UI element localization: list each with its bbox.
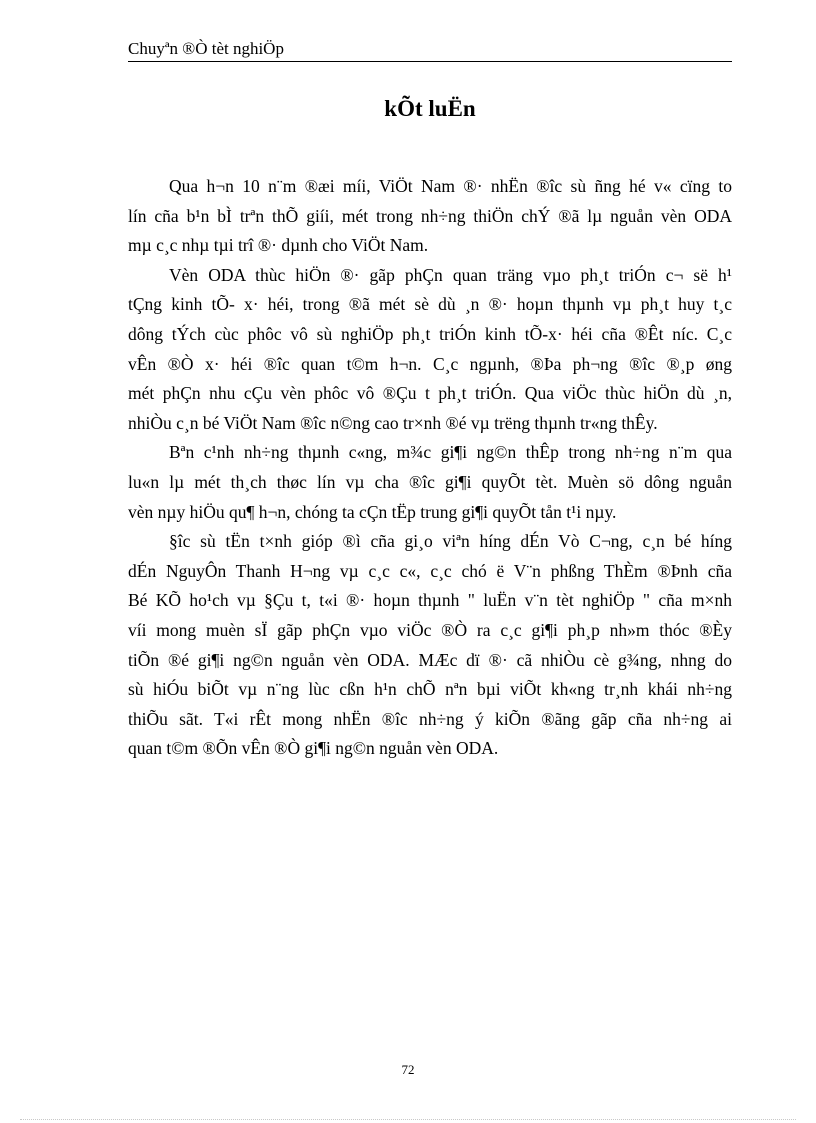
text-line: Vèn ODA thùc hiÖn ®· gãp phÇn quan träng vµo ph¸t triÓn c¬ së h¹ (169, 264, 732, 285)
text-line: dÉn NguyÔn Thanh H¬ng vµ c¸c c«, c¸c chó ë V¨n phßng ThÈm ®Þnh cña (128, 560, 732, 581)
text-line: vèn nµy hiÖu qu¶ h¬n, chóng ta cÇn tËp trung gi¶i quyÕt tån t¹i nµy. (128, 501, 617, 522)
paragraph (128, 172, 732, 261)
page-number: 72 (401, 1062, 415, 1077)
header-rule (128, 61, 732, 62)
text-line: sù hiÓu biÕt vµ n¨ng lùc cßn h¹n chÕ nªn bµi viÕt kh«ng tr¸nh khái nh÷ng (128, 679, 732, 700)
text-line: dông tÝch cùc phôc vô sù nghiÖp ph¸t triÓn kinh tÕ-x· héi cña ®Êt níc. C¸c (128, 323, 732, 344)
page-title: kÕt luËn (384, 96, 476, 121)
text-line: tÇng kinh tÕ- x· héi, trong ®ã mét sè dù ¸n ®· hoµn thµnh vµ ph¸t huy t¸c (128, 294, 732, 315)
text-line: Bªn c¹nh nh÷ng thµnh c«ng, m¾c gi¶i ng©n thÊp trong nh÷ng n¨m qua (169, 442, 732, 463)
text-line: nhiÒu c¸n bé ViÖt Nam ®îc n©ng cao tr×nh ®é vµ trëng thµnh tr«ng thÊy. (128, 412, 658, 433)
text-line: thiÕu sãt. T«i rÊt mong nhËn ®îc nh÷ng ý kiÕn ®ãng gãp cña nh÷ng ai (128, 708, 732, 729)
text-line: quan t©m ®Õn vÊn ®Ò gi¶i ng©n nguån vèn ODA. (128, 738, 499, 759)
paragraph (128, 527, 732, 764)
text-line: lu«n lµ mét th¸ch thøc lín vµ cha ®îc gi¶i quyÕt tèt. Muèn sö dông nguån (128, 471, 732, 492)
page-boundary (20, 1119, 796, 1120)
paragraph (128, 261, 732, 439)
text-line: víi mong muèn sÏ gãp phÇn vµo viÖc ®Ò ra c¸c gi¶i ph¸p nh»m thóc ®Èy (128, 619, 732, 640)
running-header: Chuyªn ®Ò tèt nghiÖp (128, 39, 284, 58)
document-body (128, 172, 732, 764)
text-line: mét phÇn nhu cÇu vèn phôc vô ®Çu t ph¸t triÓn. Qua viÖc thùc hiÖn dù ¸n, (128, 383, 732, 404)
text-line: lín cña b¹n bÌ trªn thÕ giíi, mét trong nh÷ng thiÖn chÝ ®ã lµ nguån vèn ODA (128, 205, 732, 226)
text-line: mµ c¸c nhµ tµi trî ®· dµnh cho ViÖt Nam. (128, 235, 429, 256)
text-line: §îc sù tËn t×nh gióp ®ì cña gi¸o viªn híng dÉn Vò C¬ng, c¸n bé híng (169, 531, 732, 552)
text-line: Qua h¬n 10 n¨m ®æi míi, ViÖt Nam ®· nhËn ®îc sù ñng hé v« cïng to (169, 176, 732, 196)
text-line: Bé KÕ ho¹ch vµ §Çu t, t«i ®· hoµn thµnh " luËn v¨n tèt nghiÖp " cña m×nh (128, 590, 732, 611)
text-line: tiÕn ®é gi¶i ng©n nguån vèn ODA. MÆc dï ®· cã nhiÒu cè g¾ng, nhng do (128, 649, 732, 670)
paragraph (128, 438, 732, 527)
text-line: vÊn ®Ò x· héi ®îc quan t©m h¬n. C¸c ngµnh, ®Þa ph¬ng ®îc ®¸p øng (128, 353, 732, 374)
